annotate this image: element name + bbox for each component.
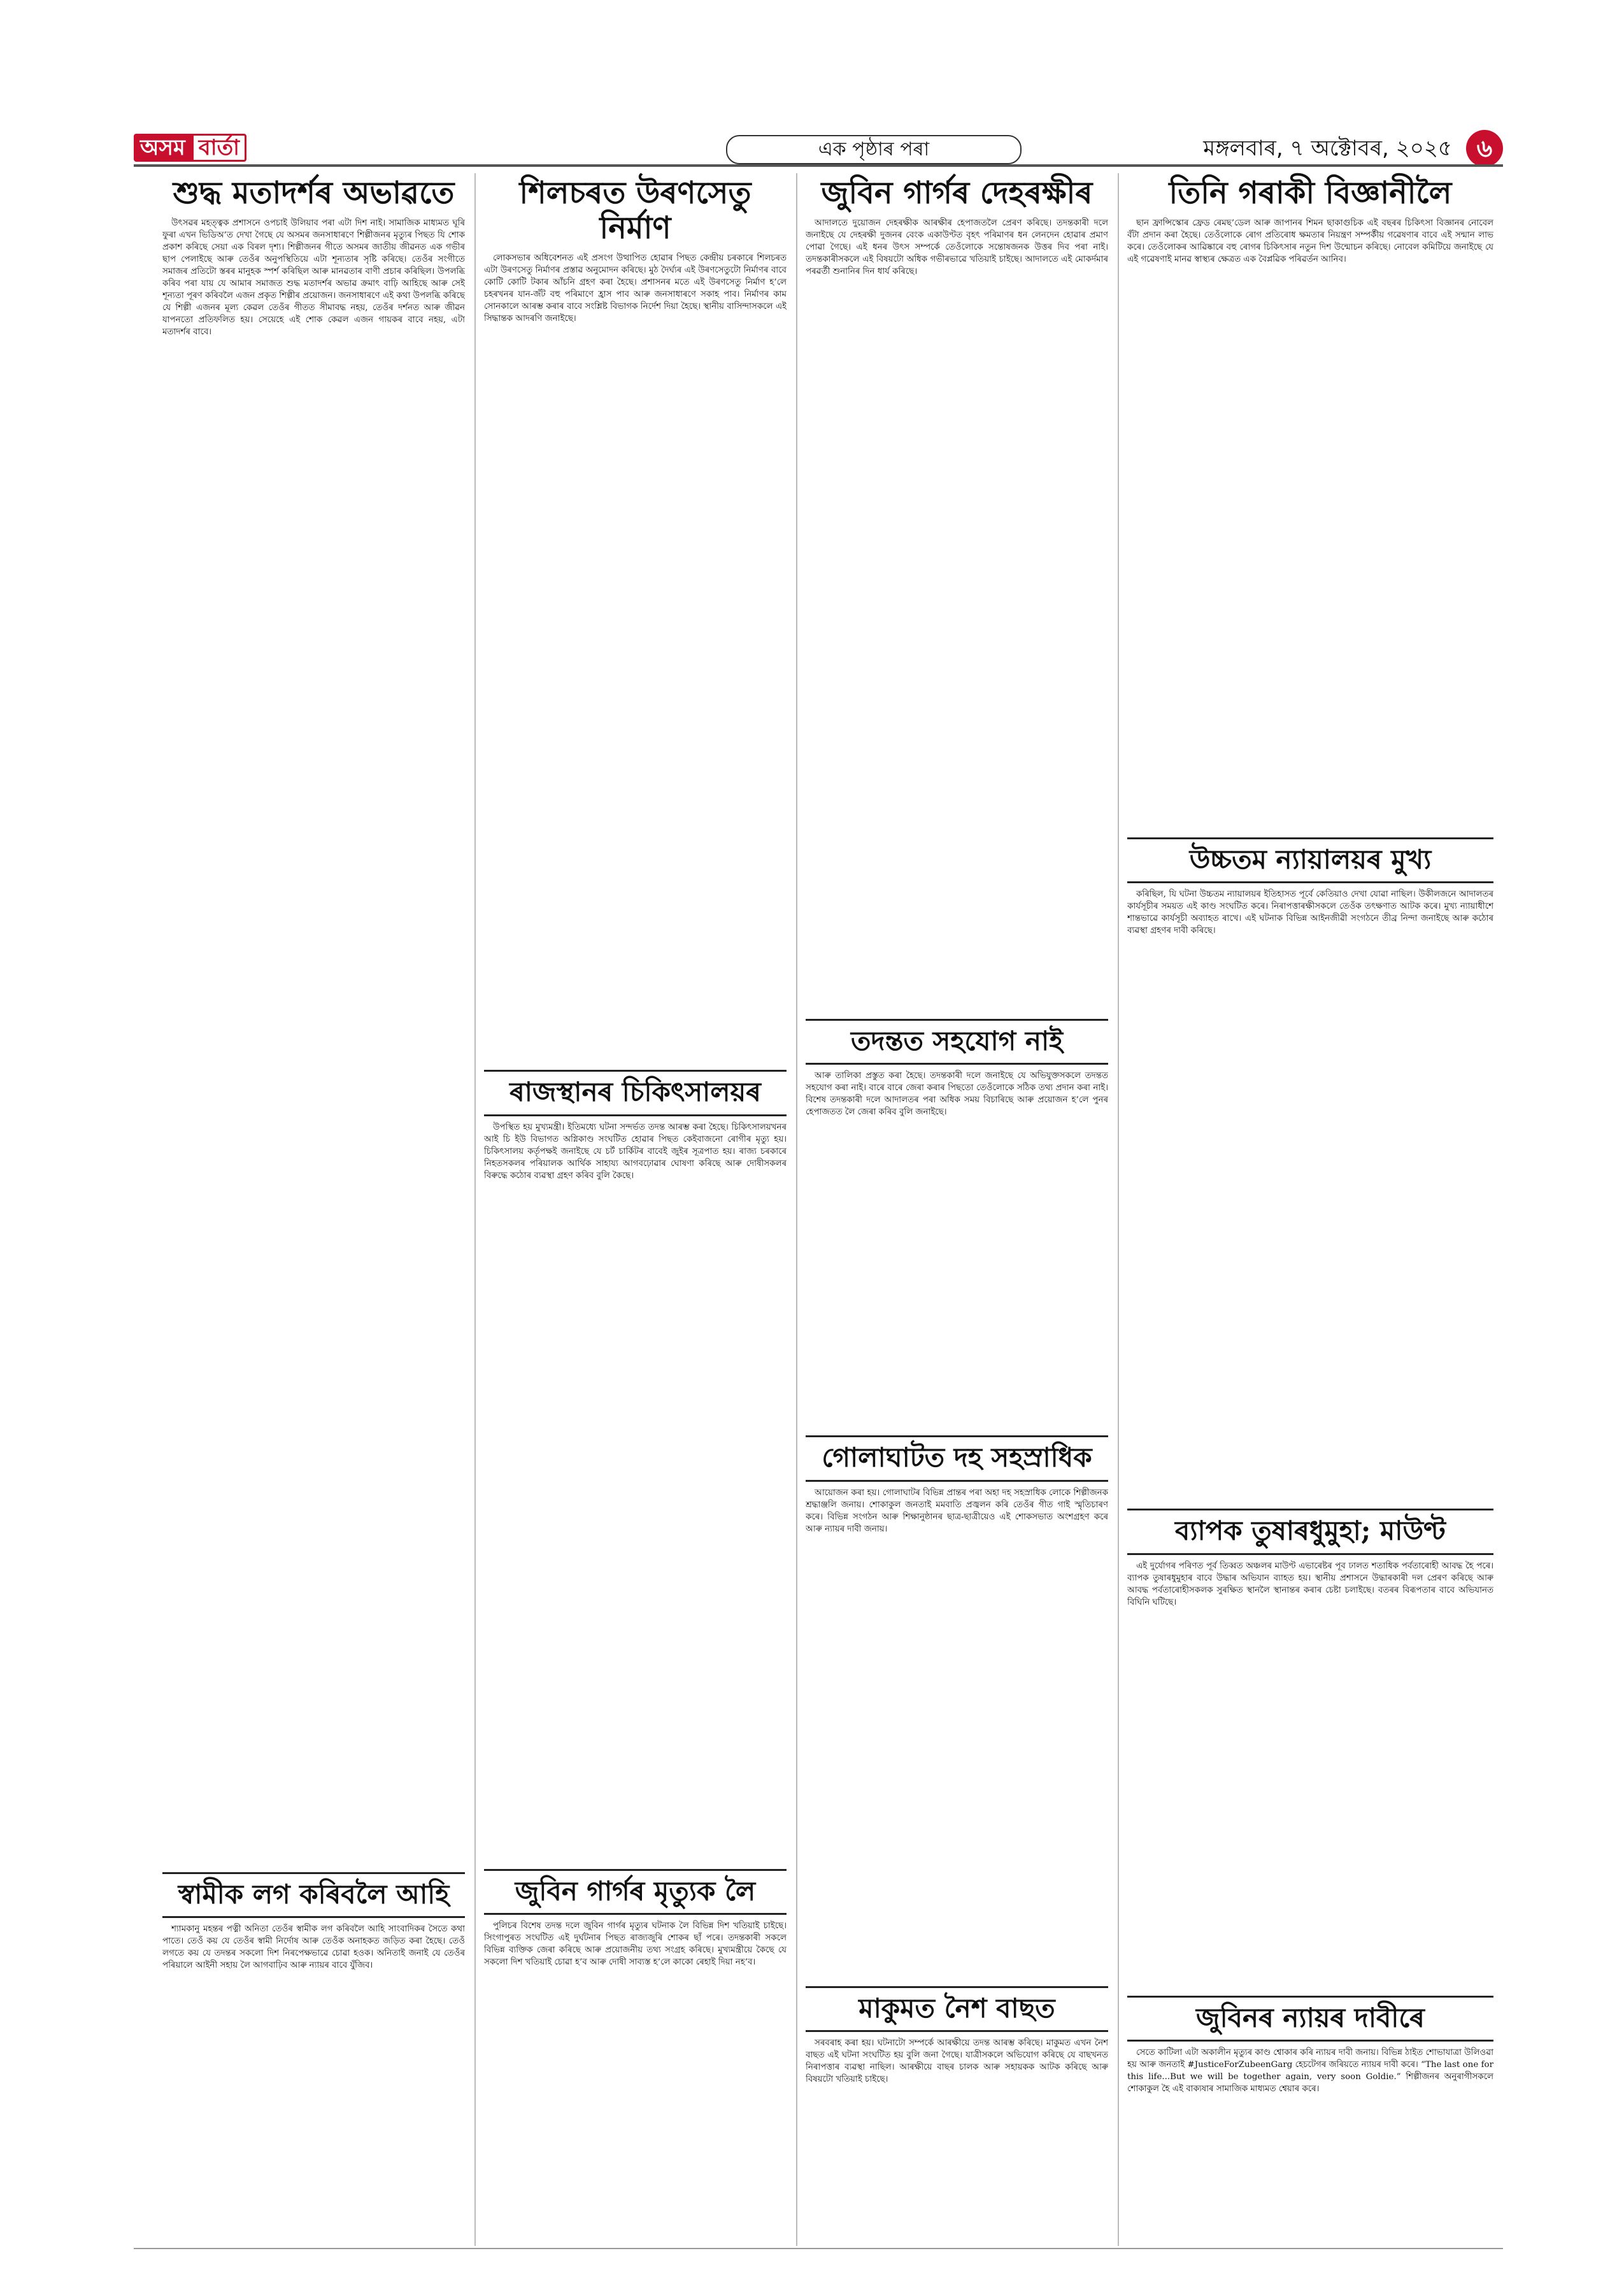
headline-a7: তদন্তত সহযোগ নাই — [851, 1025, 1063, 1057]
article-text: সেতে কাটিলা এটা অকালীন মৃত্যুৰ কাণ্ড শ্বোকাৰ কৰি ন্যায়ৰ দাবী জনায়। বিভিন্ন ঠাইত শোভাযাত্ৰা উলিওৱা হয় আৰু জনতাই #JusticeForZubeenGarg হেচটেগৰ জৰিয়তে ন্যায়ৰ দাবী কৰে। “The last one for this life...But we will be together again, very soon Goldie.” শিল্পীজনৰ অনুৰাগীসকলে শোকাকুল হৈ এই বাক্যষাৰ সামাজিক মাধ্যমত শ্বেয়াৰ কৰে। — [1127, 2048, 1493, 2094]
article-body-a6 — [806, 217, 1108, 1010]
headline-a6: জুবিন গাৰ্গৰ দেহৰক্ষীৰ — [821, 175, 1093, 211]
article-text: উৎসৱৰ মহত্ত্বক প্ৰশাসনে ওপচাই উলিয়াব পৰা এটা দিশ নাই। সামাজিক মাধ্যমত ঘূৰি ফুৰা এখন ভিডিঅ’ত দেখা গৈছে যে অসমৰ জনসাধাৰণে শিল্পীজনৰ মৃত্যুৰ পিছত যি শোক প্ৰকাশ কৰিছে সেয়া এক বিৰল দৃশ্য। শিল্পীজনৰ গীতে অসমৰ জাতীয় জীৱনত এক গভীৰ ছাপ পেলাইছে আৰু তেওঁৰ অনুপস্থিতিয়ে এটা শূন্যতাৰ সৃষ্টি কৰিছে। তেওঁৰ সংগীতে সমাজৰ প্ৰতিটো স্তৰৰ মানুহক স্পৰ্শ কৰিছিল আৰু মানৱতাৰ বাণী প্ৰচাৰ কৰিছিল। উপলব্ধি কৰিব পৰা যায় যে আমাৰ সমাজত শুদ্ধ মতাদৰ্শৰ অভাৱ ক্ৰমাৎ বাঢ়ি আহিছে আৰু সেই শূন্যতা পূৰণ কৰিবলৈ এজন প্ৰকৃত শিল্পীৰ প্ৰয়োজন। জনসাধাৰণে এই কথা উপলব্ধি কৰিছে যে শিল্পী এজনৰ মূল্য কেৱল তেওঁৰ গীতত সীমাবদ্ধ নহয়, তেওঁৰ দৰ্শনত আৰু জীৱন যাপনতো প্ৰতিফলিত হয়। সেয়েহে এই শোক কেৱল এজন গায়কৰ বাবে নহয়, এটা মতাদৰ্শৰ বাবে। — [162, 218, 465, 338]
column-divider — [1118, 173, 1119, 2246]
column-divider — [796, 173, 797, 2246]
article-body-a13 — [1127, 2047, 1493, 2295]
article-body-a3 — [484, 252, 787, 1061]
article-text: সৰবৰাহ কৰা হয়। ঘটনাটো সম্পৰ্কে আৰক্ষীয়ে তদন্ত আৰম্ভ কৰিছে। মাকুমত এখন নৈশ বাছত এই ঘটনা সংঘটিত হয় বুলি জনা গৈছে। যাত্ৰীসকলে অভিযোগ কৰিছে যে বাছখনত নিৰাপত্তাৰ ব্যৱস্থা নাছিল। আৰক্ষীয়ে বাছৰ চালক আৰু সহায়কক আটক কৰিছে আৰু বিষয়টো খতিয়াই চাইছে। — [806, 2038, 1108, 2085]
logo-part-2: বাৰ্তা — [192, 134, 246, 162]
headline-a5: জুবিন গাৰ্গৰ মৃত্যুক লৈ — [515, 1875, 756, 1907]
column-3 — [806, 173, 1108, 2260]
headline-a11: উচ্চতম ন্যায়ালয়ৰ মুখ্য — [1189, 844, 1432, 876]
headline-a12: ব্যাপক তুষাৰধুমুহা; মাউণ্ট — [1174, 1515, 1446, 1547]
article-text: শ্যামকানু মহন্তৰ পত্নী অনিতা তেওঁৰ স্বামীক লগ কৰিবলৈ আহি সাংবাদিকৰ সৈতে কথা পাতে। তেওঁ কয় যে তেওঁৰ স্বামী নিৰ্দোষ আৰু তেওঁক অনাহকত জড়িত কৰা হৈছে। তেওঁ লগতে কয় যে তদন্তৰ সকলো দিশ নিৰপেক্ষভাৱে চোৱা হওক। অনিতাই জনাই যে তেওঁৰ পৰিয়ালে আইনী সহায় লৈ আগবাঢ়িব আৰু ন্যায়ৰ বাবে যুঁজিব। — [162, 1924, 465, 1971]
headline-box — [1127, 837, 1493, 883]
article-text: আৰু তালিকা প্ৰস্তুত কৰা হৈছে। তদন্তকাৰী দলে জনাইছে যে অভিযুক্তসকলে তদন্তত সহযোগ কৰা নাই। বাৰে বাৰে জেৰা কৰাৰ পিছতো তেওঁলোকে সঠিক তথ্য প্ৰদান কৰা নাই। বিশেষ তদন্তকাৰী দলে আদালতৰ পৰা অধিক সময় বিচাৰিছে আৰু প্ৰয়োজন হ’লে পুনৰ হেপাজতত লৈ জেৰা কৰিব বুলি জনাইছে। — [806, 1071, 1108, 1118]
logo-part-1: অসম — [134, 134, 192, 162]
article-body-a11 — [1127, 888, 1493, 1500]
headline-a13: জুবিনৰ ন্যায়ৰ দাবীৰে — [1196, 2001, 1425, 2033]
article-text: আয়োজন কৰা হয়। গোলাঘাটৰ বিভিন্ন প্ৰান্তৰ পৰা অহা দহ সহস্ৰাধিক লোকে শিল্পীজনক শ্ৰদ্ধাঞ্জলি জনায়। শোকাকুল জনতাই মমবাতি প্ৰজ্বলন কৰি তেওঁৰ গীত গাই স্মৃতিচাৰণ কৰে। বিভিন্ন সংগঠন আৰু শিক্ষানুষ্ঠানৰ ছাত্ৰ-ছাত্ৰীয়েও এই শোকসভাত অংশগ্ৰহণ কৰে আৰু ন্যায়ৰ দাবী জনায়। — [806, 1488, 1108, 1534]
headline-a1: শুদ্ধ মতাদৰ্শৰ অভাৱতে — [173, 175, 455, 211]
article-body-a1 — [162, 217, 465, 1863]
article-body-a10 — [1127, 217, 1493, 828]
headline-box — [806, 1986, 1108, 2032]
column-2 — [484, 173, 787, 2238]
article-body-a12 — [1127, 1560, 1493, 1987]
footer-rule — [134, 2248, 1503, 2249]
article-body-a8 — [806, 1487, 1108, 1977]
column-1 — [162, 173, 465, 2222]
article-text: এই দুৰ্যোগৰ পৰিণত পূৰ্ব তিব্বত অঞ্চলৰ মাউণ্ট এভাৰেষ্টৰ পূব ঢালত শতাধিক পৰ্বতাৰোহী আবদ্ধ হৈ পৰে। ব্যাপক তুষাৰধুমুহাৰ বাবে উদ্ধাৰ অভিযান ব্যাহত হয়। স্থানীয় প্ৰশাসনে উদ্ধাৰকাৰী দল প্ৰেৰণ কৰিছে আৰু আবদ্ধ পৰ্বতাৰোহীসকলক সুৰক্ষিত স্থানলৈ স্থানান্তৰ কৰাৰ চেষ্টা চলাইছে। বতৰৰ বিৰূপতাৰ বাবে অভিযানত বিঘিনি ঘটিছে। — [1127, 1561, 1493, 1607]
headline-box — [162, 1872, 465, 1918]
headline-box — [484, 1070, 787, 1116]
article-text: আদালতে দুয়োজন দেহৰক্ষীক আৰক্ষীৰ হেপাজতলৈ প্ৰেৰণ কৰিছে। তদন্তকাৰী দলে জনাইছে যে দেহৰক্ষী দুজনৰ বেংক একাউণ্টত বৃহৎ পৰিমাণৰ ধন লেনদেন হোৱাৰ প্ৰমাণ পোৱা গৈছে। এই ধনৰ উৎস সম্পৰ্কে তেওঁলোকে সন্তোষজনক উত্তৰ দিব পৰা নাই। তদন্তকাৰীসকলে এই বিষয়টো অধিক গভীৰভাৱে খতিয়াই চাইছে। আদালতে এই মোকৰ্দমাৰ পৰৱৰ্তী শুনানিৰ দিন ধাৰ্য কৰিছে। — [806, 218, 1108, 277]
issue-date: মঙ্গলবাৰ, ৭ অক্টোবৰ, ২০২৫ — [1203, 136, 1452, 161]
headline-box — [1127, 1509, 1493, 1554]
headline-a10: তিনি গৰাকী বিজ্ঞানীলৈ — [1169, 175, 1452, 211]
headline-a4: ৰাজস্থানৰ চিকিৎসালয়ৰ — [509, 1076, 761, 1108]
masthead-rule — [134, 164, 1503, 167]
article-body-a5 — [484, 1920, 787, 2238]
article-body-a4 — [484, 1121, 787, 1860]
article-text: কৰিছিল, যি ঘটনা উচ্চতম ন্যায়ালয়ৰ ইতিহাসত পূৰ্বে কেতিয়াও দেখা যোৱা নাছিল। উকীলজনে আদালতৰ কাৰ্যসূচীৰ সময়ত এই কাণ্ড সংঘটিত কৰে। নিৰাপত্তাৰক্ষীসকলে তেওঁক তৎক্ষণাত আটক কৰে। মুখ্য ন্যায়াধীশে শান্তভাৱে কাৰ্যসূচী অব্যাহত ৰাখে। এই ঘটনাক বিভিন্ন আইনজীৱী সংগঠনে তীব্ৰ নিন্দা জনাইছে আৰু কঠোৰ ব্যৱস্থা গ্ৰহণৰ দাবী কৰিছে। — [1127, 890, 1493, 936]
article-text: উপস্থিত হয় মুখ্যমন্ত্ৰী। ইতিমধ্যে ঘটনা সন্দৰ্ভত তদন্ত আৰম্ভ কৰা হৈছে। চিকিৎসালয়খনৰ আই চি ইউ বিভাগত অগ্নিকাণ্ড সংঘটিত হোৱাৰ পিছত কেইবাজনো ৰোগীৰ মৃত্যু হয়। চিকিৎসালয় কৰ্তৃপক্ষই জনাইছে যে চৰ্ট চাৰ্কিটৰ বাবেই জুইৰ সূত্ৰপাত হয়। ৰাজ্য চৰকাৰে নিহতসকলৰ পৰিয়ালক আৰ্থিক সাহায্য আগবঢ়োৱাৰ ঘোষণা কৰিছে আৰু দোষীসকলৰ বিৰুদ্ধে কঠোৰ ব্যৱস্থা গ্ৰহণ কৰিব বুলি কৈছে। — [484, 1122, 787, 1181]
headline-box — [806, 1435, 1108, 1481]
headline-a2: স্বামীক লগ কৰিবলৈ আহি — [178, 1879, 450, 1910]
column-4 — [1127, 173, 1493, 2295]
article-text: পুলিচৰ বিশেষ তদন্ত দলে জুবিন গাৰ্গৰ মৃত্যুৰ ঘটনাক লৈ বিভিন্ন দিশ খতিয়াই চাইছে। সিংগাপুৰত সংঘটিত এই দুৰ্ঘটনাৰ পিছত ৰাজ্যজুৰি শোকৰ ছাঁ পৰে। তদন্তকাৰী সকলে বিভিন্ন ব্যক্তিক জেৰা কৰিছে আৰু প্ৰয়োজনীয় তথ্য সংগ্ৰহ কৰিছে। মুখ্যমন্ত্ৰীয়ে কৈছে যে সকলো দিশ খতিয়াই চোৱা হ’ব আৰু দোষী সাব্যস্ত হ’লে কাকো ৰেহাই দিয়া নহ’ব। — [484, 1921, 787, 1967]
newspaper-logo — [134, 134, 246, 162]
article-body-a7 — [806, 1070, 1108, 1426]
column-divider — [474, 173, 476, 2246]
headline-a3: শিলচৰত উৰণসেতু নিৰ্মাণ — [519, 175, 751, 246]
headline-box — [484, 1869, 787, 1915]
article-text: লোকসভাৰ অধিবেশনত এই প্ৰসংগ উত্থাপিত হোৱাৰ পিছত কেন্দ্ৰীয় চৰকাৰে শিলচৰত এটা উৰণসেতু নিৰ্মাণৰ প্ৰস্তাৱ অনুমোদন কৰিছে। মুঠ দৈৰ্ঘ্যৰ এই উৰণসেতুটো নিৰ্মাণৰ বাবে কোটি কোটি টকাৰ আঁচনি গ্ৰহণ কৰা হৈছে। প্ৰশাসনৰ মতে এই উৰণসেতু নিৰ্মাণ হ’লে চহৰখনৰ যান-জঁট বহু পৰিমাণে হ্ৰাস পাব আৰু জনসাধাৰণে সকাহ পাব। নিৰ্মাণৰ কাম সোনকালে আৰম্ভ কৰাৰ বাবে সংশ্লিষ্ট বিভাগক নিৰ্দেশ দিয়া হৈছে। স্থানীয় বাসিন্দাসকলে এই সিদ্ধান্তক আদৰণি জনাইছে। — [484, 253, 787, 324]
headline-a8: গোলাঘাটত দহ সহস্ৰাধিক — [822, 1442, 1092, 1474]
headline-box — [1127, 1996, 1493, 2042]
headline-box — [806, 1019, 1108, 1065]
article-body-a9 — [806, 2037, 1108, 2260]
article-text: ছান ফ্ৰান্সিস্কোৰ ফ্ৰেড ৰেমছ’ডেল আৰু জাপানৰ শিমন ছাকাগুচিক এই বছৰৰ চিকিৎসা বিজ্ঞানৰ নোবেল বঁটা প্ৰদান কৰা হৈছে। তেওঁলোকে ৰোগ প্ৰতিৰোধ ক্ষমতাৰ নিয়ন্ত্ৰণ সম্পৰ্কীয় গৱেষণাৰ বাবে এই সন্মান লাভ কৰে। তেওঁলোকৰ আৱিষ্কাৰে বহু ৰোগৰ চিকিৎসাৰ নতুন দিশ উন্মোচন কৰিছে। নোবেল কমিটিয়ে জনাইছে যে এই গৱেষণাই মানৱ স্বাস্থ্যৰ ক্ষেত্ৰত এক বৈপ্লৱিক পৰিৱৰ্তন আনিব। — [1127, 218, 1493, 265]
page-number: ৬ — [1466, 130, 1503, 167]
article-body-a2 — [162, 1923, 465, 2222]
headline-a9: মাকুমত নৈশ বাছত — [858, 1992, 1055, 2024]
section-label: এক পৃষ্ঠাৰ পৰা — [726, 135, 1022, 164]
masthead — [134, 132, 1503, 164]
